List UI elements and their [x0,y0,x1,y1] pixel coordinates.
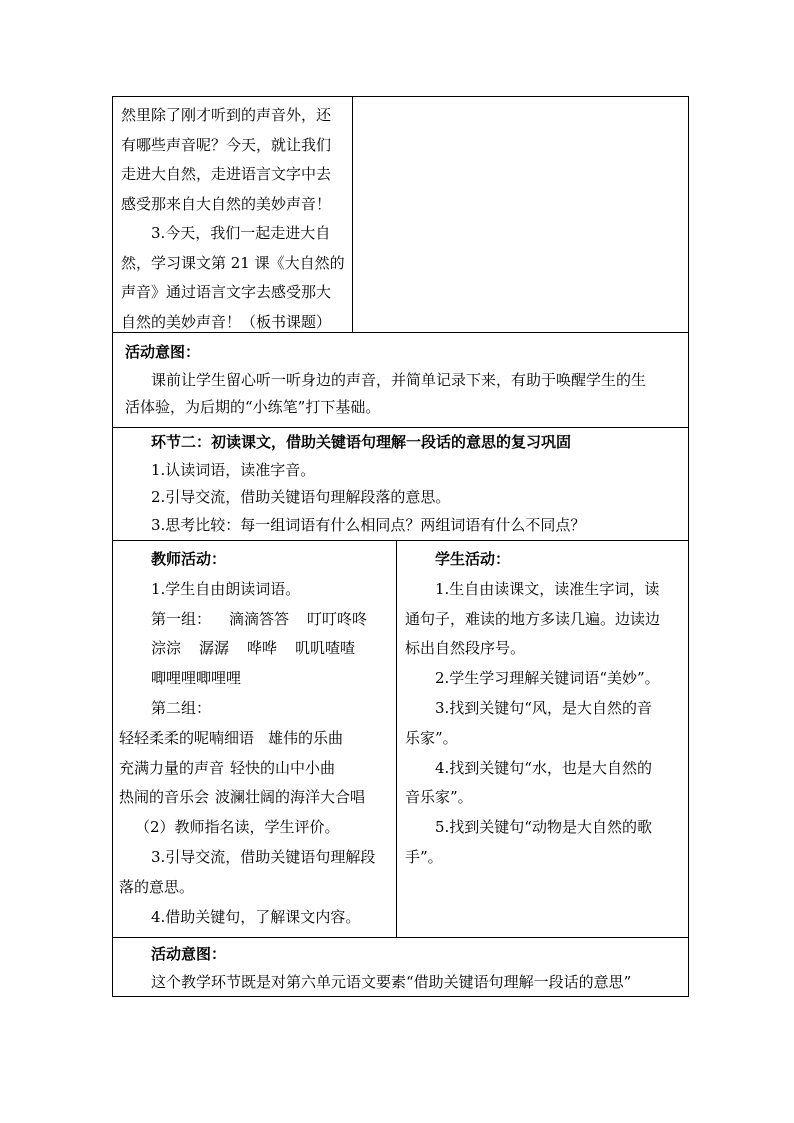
activity-intent-heading: 活动意图： [125,343,201,361]
teacher-item: 落的意思。 [119,877,195,896]
word: 滴滴答答 [229,609,290,628]
teacher-activity-heading: 教师活动： [151,550,227,568]
student-item: 通句子，难读的地方多读几遍。边读边 [405,609,661,628]
student-item: 4.找到关键句“水，也是大自然的 [435,758,652,777]
word: 潺潺 [199,639,230,658]
intro-line: 有哪些声音呢？今天，就让我们 [121,135,332,154]
group-one-line: 唧哩哩唧哩哩 [151,669,242,688]
activity-intent-row-2 [112,937,689,997]
group-two-line [113,783,396,813]
lesson-plan-table [112,96,689,997]
student-item: 1.生自由读课文，读准生字词，读 [435,579,660,598]
intro-line: 然，学习课文第 21 课《大自然的 [121,253,345,272]
student-item: 乐家”。 [405,728,458,747]
intro-line: 走进大自然，走进语言文字中去 [121,165,332,183]
word: 哗哗 [247,639,278,658]
intro-line: 声音》通过语言文字去感受那大 [121,283,332,301]
group-one-label: 第一组： [151,609,212,628]
group-two-label: 第二组： [151,698,212,717]
group-two-line [113,754,396,784]
student-item: 音乐家”。 [405,788,473,807]
teacher-item: 1.学生自由朗读词语。 [151,579,301,598]
intro-line: 感受那来自大自然的美妙声音！ [121,194,332,213]
student-activity-cell [397,541,688,937]
group-one-line [113,605,396,635]
activity-intent-heading: 活动意图： [151,945,227,963]
group-one-line [113,634,396,664]
student-item: 2.学生学习理解关键词语“美妙”。 [435,669,660,688]
intro-line: 然里除了刚才听到的声音外，还 [121,106,332,124]
student-item: 3.找到关键句“风，是大自然的音 [435,698,652,717]
phrase: 波澜壮阔的海洋大合唱 [215,788,366,807]
intro-line: 自然的美妙声音！（板书课题） [121,312,332,331]
word: 叽叽喳喳 [295,639,356,658]
phrase: 轻快的山中小曲 [230,758,336,777]
section-two-item: 3.思考比较：每一组词语有什么相同点？两组词语有什么不同点？ [151,515,586,534]
phrase: 充满力量的声音 [119,758,225,777]
activities-row [112,540,689,937]
section-two-row [112,427,689,540]
student-item: 标出自然段序号。 [405,639,526,658]
section-two-item: 1.认读词语，读准字音。 [151,460,316,479]
student-item: 5.找到关键句“动物是大自然的歌 [435,818,652,837]
intro-line: 3.今天，我们一起走进大自 [151,224,331,242]
group-two-line [113,724,396,754]
teacher-item: （2）教师指名读，学生评价。 [135,818,340,837]
phrase: 热闹的音乐会 [119,788,210,807]
student-item: 手”。 [405,847,443,866]
teacher-item: 3.引导交流，借助关键语句理解段 [151,847,376,866]
section-two-heading: 环节二：初读课文，借助关键语句理解一段话的意思的复习巩固 [151,433,572,451]
intro-row [112,96,689,332]
phrase: 雄伟的乐曲 [268,728,344,747]
activity-intent-text: 活体验，为后期的“小练笔”打下基础。 [125,398,381,416]
word: 叮叮咚咚 [307,609,368,628]
intro-student-cell [353,97,688,332]
student-activity-heading: 学生活动： [435,550,511,568]
intro-teacher-cell [113,97,353,332]
activity-intent-row-1 [112,332,689,427]
teacher-item: 4.借助关键句，了解课文内容。 [151,907,361,926]
word: 淙淙 [151,639,182,658]
phrase: 轻轻柔柔的呢喃细语 [119,728,255,747]
activity-intent-text: 这个教学环节既是对第六单元语文要素“借助关键语句理解一段话的意思” [151,973,632,991]
activity-intent-text: 课前让学生留心听一听身边的声音，并简单记录下来，有助于唤醒学生的生 [151,370,647,389]
section-two-item: 2.引导交流，借助关键语句理解段落的意思。 [151,488,451,506]
teacher-activity-cell [113,541,397,937]
